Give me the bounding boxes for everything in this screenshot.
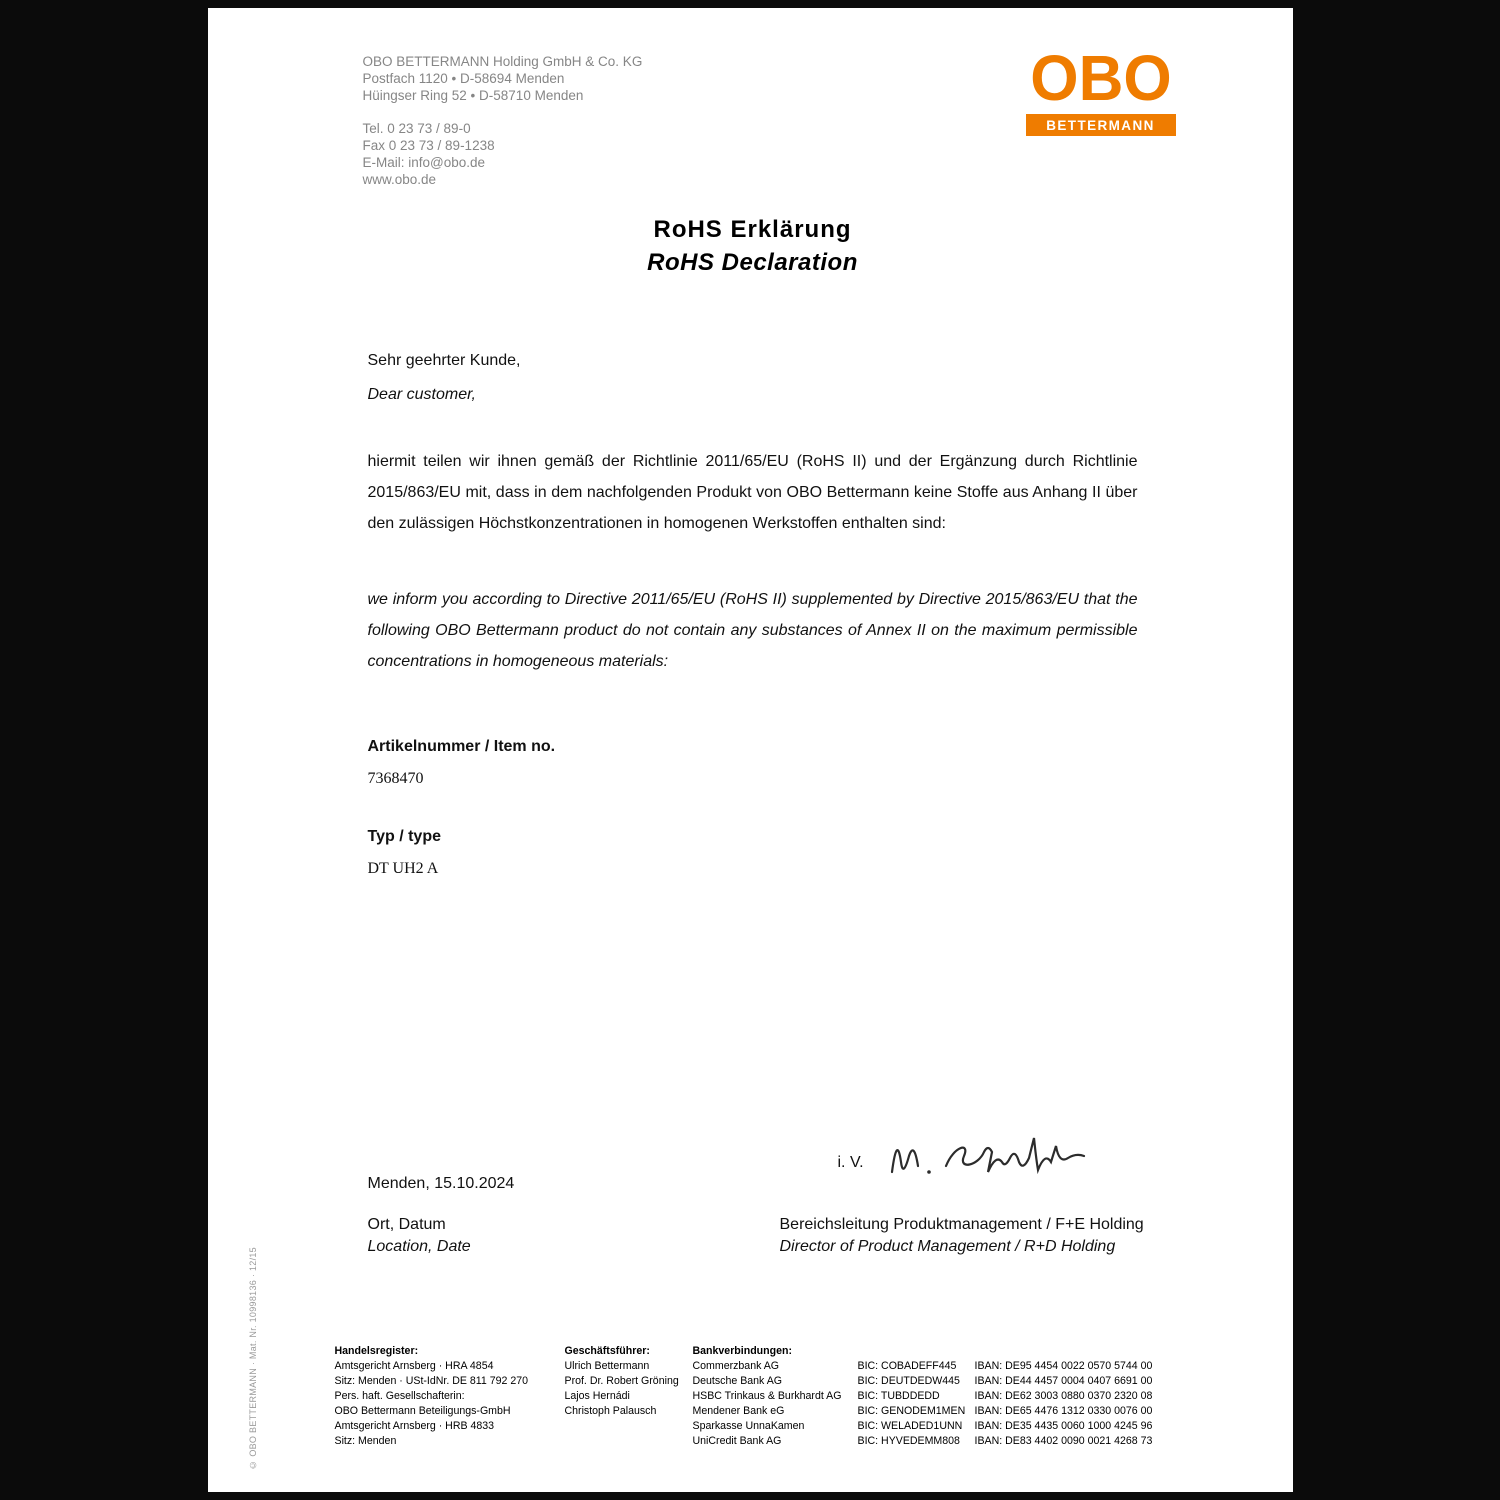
commercial-register-line: Amtsgericht Arnsberg · HRA 4854 (334, 1360, 494, 1372)
bank-name: Sparkasse UnnaKamen (692, 1420, 805, 1432)
bank-bic: BIC: TUBDDEDD (857, 1390, 940, 1402)
bank-row (693, 1419, 1265, 1434)
body-paragraph-german: hiermit teilen wir ihnen gemäß der Richtlinie 2011/65/EU (RoHS II) und der Ergänzung durch Richtlinie 2015/863/EU mit, dass in dem nachfolgenden Produkt von OBO Bettermann keine Stoffe aus Anhang II über den zulässigen Höchstkonzentrationen in homogenen Werkstoffen enthalten sind: (367, 453, 1138, 532)
bank-row (693, 1434, 1265, 1449)
bettermann-logo-bar: BETTERMANN (1026, 114, 1176, 136)
body-paragraph-english: we inform you according to Directive 2011/65/EU (RoHS II) supplemented by Directive 2015/863/EU that the following OBO Bettermann product do not contain any substances of Annex II on the maximum permissible concentrations in homogeneous materials: (367, 591, 1138, 670)
sender-contact (363, 120, 643, 188)
title-english: RoHS Declaration (647, 249, 858, 276)
commercial-register-title: Handelsregister: (334, 1345, 419, 1357)
obo-logo-wordmark: OBO (1029, 42, 1172, 114)
bank-iban: IBAN: DE83 4402 0090 0021 4268 73 (974, 1435, 1153, 1447)
bank-row (693, 1374, 1265, 1389)
sender-fax: Fax 0 23 73 / 89-1238 (362, 138, 495, 153)
bank-iban: IBAN: DE44 4457 0004 0407 6691 00 (974, 1375, 1153, 1387)
item-number-label: Artikelnummer / Item no. (367, 738, 556, 755)
bank-bic: BIC: WELADED1UNN (857, 1420, 963, 1432)
iv-abbreviation: i. V. (837, 1154, 864, 1171)
commercial-register-line: Pers. haft. Gesellschafterin: (334, 1390, 465, 1402)
type-value: DT UH2 A (367, 860, 439, 877)
sender-address (363, 53, 643, 104)
salutation-english: Dear customer, (367, 386, 476, 403)
place-and-date: Menden, 15.10.2024 (367, 1175, 515, 1192)
bank-iban: IBAN: DE62 3003 0880 0370 2320 08 (974, 1390, 1153, 1402)
managing-directors-title: Geschäftsführer: (564, 1345, 650, 1357)
sender-email: E-Mail: info@obo.de (362, 155, 486, 170)
bank-name: Commerzbank AG (692, 1360, 780, 1372)
place-date-label-english: Location, Date (367, 1238, 471, 1255)
footer-managing-directors (565, 1344, 693, 1449)
bank-iban: IBAN: DE95 4454 0022 0570 5744 00 (974, 1360, 1153, 1372)
bank-bic: BIC: HYVEDEMM808 (857, 1435, 960, 1447)
bank-name: HSBC Trinkaus & Burkhardt AG (692, 1390, 842, 1402)
bank-bic: BIC: DEUTDEDW445 (857, 1375, 960, 1387)
document-title-block (368, 216, 1138, 277)
footer-legal-block (335, 1344, 1265, 1449)
side-note-material-number: © OBO BETTERMANN · Mat. Nr. 10998136 · 12/15 (247, 1247, 258, 1470)
signer-role-german: Bereichsleitung Produktmanagement / F+E Holding (779, 1216, 1144, 1233)
obo-bettermann-logo (1026, 42, 1176, 136)
managing-director-name: Christoph Palausch (564, 1405, 657, 1417)
sender-postbox: Postfach 1120 • D-58694 Menden (362, 71, 565, 86)
bank-details-title: Bankverbindungen: (692, 1345, 792, 1357)
type-label: Typ / type (367, 828, 441, 845)
managing-director-name: Ulrich Bettermann (564, 1360, 650, 1372)
place-date-label-german: Ort, Datum (367, 1216, 446, 1233)
bank-name: Mendener Bank eG (692, 1405, 785, 1417)
commercial-register-line: Sitz: Menden · USt-IdNr. DE 811 792 270 (334, 1375, 529, 1387)
commercial-register-line: Amtsgericht Arnsberg · HRB 4833 (334, 1420, 495, 1432)
commercial-register-line: Sitz: Menden (334, 1435, 397, 1447)
document-page (208, 8, 1293, 1492)
bank-row (693, 1404, 1265, 1419)
bank-bic: BIC: COBADEFF445 (857, 1360, 957, 1372)
footer-bank-details (693, 1344, 1265, 1449)
managing-director-name: Prof. Dr. Robert Gröning (564, 1375, 679, 1387)
sender-address-block (363, 53, 643, 188)
managing-director-name: Lajos Hernádi (564, 1390, 630, 1402)
commercial-register-line: OBO Bettermann Beteiligungs-GmbH (334, 1405, 511, 1417)
sender-phone: Tel. 0 23 73 / 89-0 (362, 121, 471, 136)
sender-website: www.obo.de (362, 172, 437, 187)
bank-iban: IBAN: DE35 4435 0060 1000 4245 96 (974, 1420, 1153, 1432)
bank-name: UniCredit Bank AG (692, 1435, 782, 1447)
signer-role-english: Director of Product Management / R+D Holding (779, 1238, 1116, 1255)
salutation-german: Sehr geehrter Kunde, (367, 352, 521, 369)
title-german: RoHS Erklärung (653, 216, 852, 243)
sender-street: Hüingser Ring 52 • D-58710 Menden (362, 88, 584, 103)
item-number-value: 7368470 (367, 770, 424, 787)
bank-iban: IBAN: DE65 4476 1312 0330 0076 00 (974, 1405, 1153, 1417)
bank-name: Deutsche Bank AG (692, 1375, 783, 1387)
sender-company: OBO BETTERMANN Holding GmbH & Co. KG (362, 54, 643, 69)
bank-bic: BIC: GENODEM1MEN (857, 1405, 966, 1417)
bank-row (693, 1389, 1265, 1404)
bank-row (693, 1359, 1265, 1374)
footer-commercial-register (335, 1344, 565, 1449)
